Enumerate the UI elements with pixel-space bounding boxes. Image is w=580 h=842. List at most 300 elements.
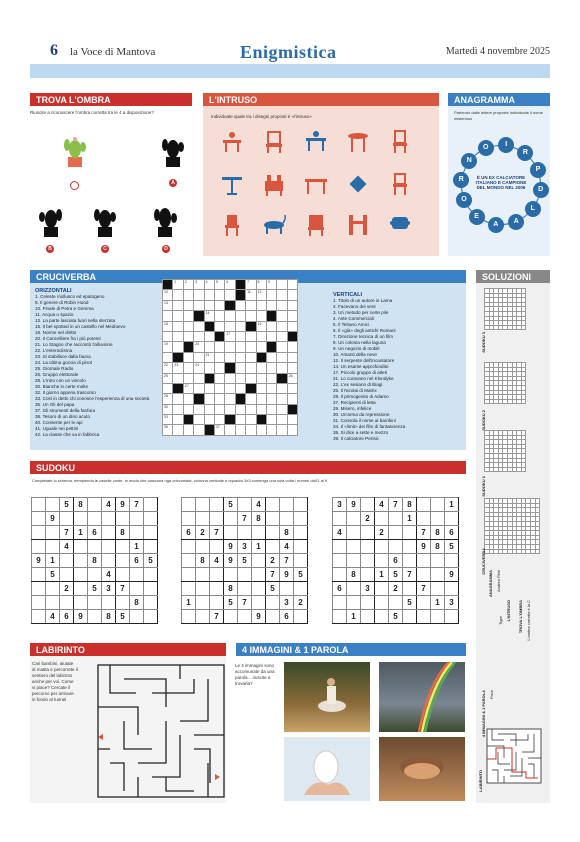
crossword-cell[interactable] — [235, 425, 245, 435]
sudoku-cell[interactable] — [88, 610, 102, 624]
crossword-cell[interactable]: 8 — [256, 280, 266, 290]
sudoku-cell[interactable] — [32, 610, 46, 624]
sudoku-cell[interactable] — [347, 512, 361, 526]
sudoku-cell[interactable] — [347, 582, 361, 596]
sudoku-cell[interactable] — [280, 582, 294, 596]
sudoku-cell[interactable]: 7 — [417, 526, 431, 540]
sudoku-cell[interactable]: 5 — [60, 498, 74, 512]
crossword-cell[interactable] — [173, 394, 183, 404]
crossword-cell[interactable] — [214, 352, 224, 362]
sudoku-cell[interactable]: 5 — [224, 596, 238, 610]
crossword-cell[interactable]: 9 — [266, 280, 276, 290]
sudoku-cell[interactable] — [389, 512, 403, 526]
sudoku-cell[interactable] — [266, 610, 280, 624]
answer-circle[interactable] — [70, 181, 79, 190]
crossword-cell[interactable] — [204, 363, 214, 373]
crossword-cell[interactable] — [183, 352, 193, 362]
crossword-cell[interactable] — [183, 300, 193, 310]
sudoku-cell[interactable]: 4 — [252, 498, 266, 512]
sudoku-cell[interactable] — [361, 526, 375, 540]
sudoku-cell[interactable]: 9 — [417, 540, 431, 554]
crossword-cell[interactable] — [277, 280, 287, 290]
crossword-cell[interactable] — [277, 383, 287, 393]
sudoku-cell[interactable]: 1 — [375, 568, 389, 582]
crossword-cell[interactable] — [235, 363, 245, 373]
sudoku-cell[interactable] — [417, 498, 431, 512]
sudoku-cell[interactable] — [224, 610, 238, 624]
sudoku-cell[interactable]: 2 — [389, 582, 403, 596]
crossword-cell[interactable] — [183, 363, 193, 373]
sudoku-cell[interactable] — [144, 568, 158, 582]
crossword-cell[interactable] — [204, 404, 214, 414]
sudoku-cell[interactable] — [347, 526, 361, 540]
crossword-cell[interactable] — [214, 311, 224, 321]
crossword-cell[interactable] — [277, 394, 287, 404]
sudoku-cell[interactable]: 9 — [46, 512, 60, 526]
crossword-cell[interactable]: 11 — [246, 290, 256, 300]
crossword-cell[interactable] — [173, 373, 183, 383]
sudoku-cell[interactable] — [102, 540, 116, 554]
crossword-cell[interactable] — [225, 342, 235, 352]
sudoku-cell[interactable] — [361, 596, 375, 610]
crossword-grid[interactable] — [162, 279, 298, 436]
sudoku-cell[interactable] — [333, 512, 347, 526]
sudoku-cell[interactable] — [182, 512, 196, 526]
sudoku-cell[interactable]: 8 — [102, 610, 116, 624]
sudoku-cell[interactable] — [403, 554, 417, 568]
sudoku-cell[interactable] — [333, 610, 347, 624]
sudoku-cell[interactable] — [238, 498, 252, 512]
crossword-cell[interactable] — [277, 300, 287, 310]
sudoku-cell[interactable]: 7 — [210, 526, 224, 540]
sudoku-cell[interactable]: 9 — [224, 540, 238, 554]
crossword-cell[interactable] — [256, 342, 266, 352]
sudoku-cell[interactable] — [431, 610, 445, 624]
crossword-cell[interactable] — [246, 363, 256, 373]
crossword-cell[interactable] — [225, 383, 235, 393]
sudoku-cell[interactable]: 5 — [389, 568, 403, 582]
sudoku-cell[interactable] — [252, 596, 266, 610]
sudoku-cell[interactable] — [116, 568, 130, 582]
crossword-cell[interactable] — [214, 342, 224, 352]
sudoku-cell[interactable] — [130, 610, 144, 624]
sudoku-cell[interactable]: 7 — [130, 498, 144, 512]
crossword-cell[interactable] — [225, 425, 235, 435]
sudoku-cell[interactable] — [88, 512, 102, 526]
sudoku-cell[interactable]: 4 — [210, 554, 224, 568]
sudoku-cell[interactable] — [196, 610, 210, 624]
sudoku-cell[interactable] — [74, 554, 88, 568]
sudoku-cell[interactable] — [32, 526, 46, 540]
crossword-cell[interactable] — [214, 321, 224, 331]
sudoku-cell[interactable]: 3 — [361, 582, 375, 596]
sudoku-cell[interactable] — [431, 554, 445, 568]
crossword-cell[interactable] — [235, 383, 245, 393]
crossword-cell[interactable] — [266, 352, 276, 362]
sudoku-cell[interactable] — [252, 582, 266, 596]
crossword-cell[interactable]: 15 — [163, 321, 173, 331]
crossword-cell[interactable] — [163, 311, 173, 321]
crossword-cell[interactable] — [287, 300, 297, 310]
crossword-cell[interactable]: 28 — [163, 394, 173, 404]
sudoku-cell[interactable] — [46, 526, 60, 540]
sudoku-cell[interactable] — [224, 568, 238, 582]
crossword-cell[interactable] — [277, 404, 287, 414]
crossword-cell[interactable] — [194, 383, 204, 393]
sudoku-cell[interactable] — [32, 498, 46, 512]
sudoku-cell[interactable]: 8 — [347, 568, 361, 582]
sudoku-cell[interactable]: 8 — [116, 526, 130, 540]
crossword-cell[interactable] — [214, 383, 224, 393]
sudoku-cell[interactable]: 4 — [60, 540, 74, 554]
sudoku-cell[interactable]: 6 — [182, 526, 196, 540]
chair-4-icon[interactable] — [219, 211, 245, 237]
sudoku-cell[interactable] — [60, 568, 74, 582]
crossword-cell[interactable] — [204, 331, 214, 341]
crossword-cell[interactable] — [173, 290, 183, 300]
crossword-cell[interactable]: 22 — [163, 363, 173, 373]
sudoku-cell[interactable]: 9 — [74, 610, 88, 624]
sudoku-cell[interactable] — [74, 582, 88, 596]
chair-5-icon[interactable] — [303, 211, 329, 237]
sudoku-cell[interactable] — [102, 512, 116, 526]
maze-image[interactable] — [96, 663, 226, 799]
sudoku-cell[interactable] — [403, 610, 417, 624]
sudoku-cell[interactable]: 5 — [88, 582, 102, 596]
sudoku-cell[interactable]: 4 — [46, 610, 60, 624]
sudoku-cell[interactable] — [130, 512, 144, 526]
crossword-cell[interactable] — [173, 331, 183, 341]
sudoku-cell[interactable] — [294, 582, 308, 596]
crossword-cell[interactable]: 6 — [225, 280, 235, 290]
sudoku-cell[interactable]: 8 — [224, 582, 238, 596]
sudoku-cell[interactable] — [144, 512, 158, 526]
sudoku-cell[interactable] — [361, 540, 375, 554]
crossword-cell[interactable] — [277, 311, 287, 321]
sudoku-cell[interactable]: 5 — [46, 568, 60, 582]
sudoku-cell[interactable] — [361, 554, 375, 568]
sudoku-cell[interactable] — [144, 596, 158, 610]
sudoku-cell[interactable] — [375, 582, 389, 596]
crossword-cell[interactable] — [277, 342, 287, 352]
crossword-cell[interactable] — [194, 321, 204, 331]
sudoku-cell[interactable] — [196, 540, 210, 554]
crossword-cell[interactable] — [277, 352, 287, 362]
crossword-cell[interactable] — [256, 373, 266, 383]
sudoku-cell[interactable] — [210, 582, 224, 596]
crossword-cell[interactable] — [214, 404, 224, 414]
sudoku-cell[interactable]: 5 — [224, 498, 238, 512]
sudoku-cell[interactable]: 8 — [431, 540, 445, 554]
sudoku-cell[interactable] — [144, 540, 158, 554]
sudoku-cell[interactable] — [210, 540, 224, 554]
crossword-cell[interactable] — [256, 394, 266, 404]
sudoku-cell[interactable] — [210, 512, 224, 526]
sudoku-cell[interactable] — [238, 568, 252, 582]
sudoku-cell[interactable]: 9 — [116, 498, 130, 512]
sudoku-cell[interactable] — [389, 526, 403, 540]
sudoku-cell[interactable] — [403, 582, 417, 596]
sudoku-cell[interactable]: 9 — [32, 554, 46, 568]
sudoku-cell[interactable] — [445, 582, 459, 596]
crossword-cell[interactable] — [256, 311, 266, 321]
sudoku-cell[interactable]: 8 — [196, 554, 210, 568]
bistro-table-icon[interactable] — [219, 171, 245, 197]
sudoku-cell[interactable]: 7 — [116, 582, 130, 596]
crossword-cell[interactable] — [173, 404, 183, 414]
crossword-cell[interactable] — [256, 404, 266, 414]
crossword-cell[interactable] — [256, 383, 266, 393]
sudoku-cell[interactable] — [445, 554, 459, 568]
crossword-cell[interactable] — [277, 321, 287, 331]
sudoku-cell[interactable]: 5 — [238, 554, 252, 568]
sudoku-cell[interactable]: 2 — [60, 582, 74, 596]
sudoku-cell[interactable] — [32, 540, 46, 554]
crossword-cell[interactable]: 26 — [287, 373, 297, 383]
sudoku-cell[interactable]: 8 — [88, 554, 102, 568]
crossword-cell[interactable] — [266, 331, 276, 341]
sudoku-cell[interactable]: 5 — [294, 568, 308, 582]
crossword-cell[interactable] — [214, 394, 224, 404]
crossword-cell[interactable] — [163, 383, 173, 393]
crossword-cell[interactable] — [183, 373, 193, 383]
sudoku-cell[interactable]: 7 — [210, 610, 224, 624]
crossword-cell[interactable] — [204, 300, 214, 310]
sudoku-cell[interactable] — [445, 512, 459, 526]
crossword-cell[interactable] — [173, 425, 183, 435]
sudoku-cell[interactable]: 2 — [294, 596, 308, 610]
crossword-cell[interactable] — [246, 311, 256, 321]
sudoku-cell[interactable] — [266, 512, 280, 526]
sudoku-cell[interactable] — [280, 498, 294, 512]
sudoku-cell[interactable]: 5 — [266, 582, 280, 596]
dresser-icon[interactable] — [345, 211, 371, 237]
crossword-cell[interactable] — [183, 394, 193, 404]
sudoku-cell[interactable] — [196, 596, 210, 610]
crossword-cell[interactable] — [266, 415, 276, 425]
sudoku-cell[interactable] — [431, 568, 445, 582]
crossword-cell[interactable] — [256, 363, 266, 373]
crossword-cell[interactable] — [246, 425, 256, 435]
sudoku-cell[interactable]: 2 — [375, 526, 389, 540]
crossword-cell[interactable] — [194, 290, 204, 300]
armchair-icon[interactable] — [261, 171, 287, 197]
crossword-cell[interactable] — [214, 373, 224, 383]
crossword-cell[interactable] — [173, 342, 183, 352]
sudoku-cell[interactable] — [116, 554, 130, 568]
sudoku-cell[interactable]: 6 — [333, 582, 347, 596]
sudoku-grid-3[interactable] — [332, 497, 459, 624]
crossword-cell[interactable] — [183, 311, 193, 321]
crossword-cell[interactable]: 30 — [163, 404, 173, 414]
sudoku-cell[interactable] — [266, 498, 280, 512]
sudoku-cell[interactable] — [252, 554, 266, 568]
crossword-cell[interactable] — [214, 300, 224, 310]
sudoku-cell[interactable]: 4 — [102, 498, 116, 512]
crossword-cell[interactable] — [225, 404, 235, 414]
crossword-cell[interactable] — [235, 321, 245, 331]
sudoku-cell[interactable] — [182, 498, 196, 512]
sudoku-cell[interactable] — [431, 512, 445, 526]
sudoku-cell[interactable]: 8 — [403, 498, 417, 512]
sudoku-cell[interactable] — [252, 568, 266, 582]
crossword-cell[interactable] — [183, 425, 193, 435]
crossword-cell[interactable] — [277, 290, 287, 300]
crossword-cell[interactable]: 16 — [256, 321, 266, 331]
sudoku-cell[interactable] — [196, 512, 210, 526]
sudoku-cell[interactable]: 4 — [333, 526, 347, 540]
crossword-cell[interactable] — [266, 363, 276, 373]
sudoku-cell[interactable]: 7 — [403, 568, 417, 582]
crossword-cell[interactable] — [183, 331, 193, 341]
sudoku-cell[interactable] — [375, 596, 389, 610]
crossword-cell[interactable] — [246, 352, 256, 362]
crossword-cell[interactable] — [287, 280, 297, 290]
crossword-cell[interactable] — [225, 373, 235, 383]
crossword-cell[interactable] — [235, 352, 245, 362]
sudoku-cell[interactable] — [280, 512, 294, 526]
chair-icon[interactable] — [261, 128, 287, 154]
sudoku-cell[interactable] — [210, 596, 224, 610]
crossword-cell[interactable]: 35 — [163, 425, 173, 435]
crossword-cell[interactable] — [194, 404, 204, 414]
chair-3-icon[interactable] — [387, 171, 413, 197]
sudoku-cell[interactable] — [238, 582, 252, 596]
crossword-cell[interactable] — [266, 321, 276, 331]
sudoku-cell[interactable]: 1 — [347, 610, 361, 624]
crossword-cell[interactable] — [235, 311, 245, 321]
crossword-cell[interactable] — [266, 425, 276, 435]
crossword-cell[interactable] — [277, 415, 287, 425]
square-table-icon[interactable] — [345, 171, 371, 197]
sudoku-cell[interactable] — [403, 540, 417, 554]
crossword-cell[interactable] — [173, 415, 183, 425]
sudoku-cell[interactable] — [182, 582, 196, 596]
sudoku-cell[interactable] — [210, 498, 224, 512]
sudoku-cell[interactable]: 8 — [280, 526, 294, 540]
crossword-cell[interactable] — [266, 394, 276, 404]
sudoku-cell[interactable]: 6 — [445, 526, 459, 540]
sudoku-cell[interactable]: 3 — [333, 498, 347, 512]
crossword-cell[interactable] — [194, 300, 204, 310]
sudoku-cell[interactable] — [116, 512, 130, 526]
sudoku-cell[interactable]: 6 — [280, 610, 294, 624]
sudoku-cell[interactable]: 3 — [280, 596, 294, 610]
sudoku-cell[interactable]: 2 — [196, 526, 210, 540]
sudoku-cell[interactable]: 9 — [280, 568, 294, 582]
crossword-cell[interactable] — [225, 352, 235, 362]
sudoku-cell[interactable] — [74, 568, 88, 582]
sudoku-cell[interactable]: 5 — [389, 610, 403, 624]
crossword-cell[interactable]: 33 — [163, 415, 173, 425]
sudoku-cell[interactable] — [375, 610, 389, 624]
sudoku-cell[interactable] — [196, 498, 210, 512]
sudoku-cell[interactable]: 5 — [144, 554, 158, 568]
sudoku-cell[interactable] — [347, 596, 361, 610]
sudoku-cell[interactable]: 6 — [389, 554, 403, 568]
sudoku-cell[interactable] — [32, 582, 46, 596]
crossword-cell[interactable] — [235, 373, 245, 383]
crossword-cell[interactable]: 17 — [225, 331, 235, 341]
sudoku-cell[interactable]: 1 — [403, 512, 417, 526]
sudoku-cell[interactable]: 1 — [252, 540, 266, 554]
sudoku-cell[interactable]: 7 — [417, 582, 431, 596]
sudoku-cell[interactable] — [333, 596, 347, 610]
sudoku-cell[interactable]: 5 — [403, 596, 417, 610]
crossword-cell[interactable] — [277, 331, 287, 341]
crossword-cell[interactable] — [287, 415, 297, 425]
sudoku-cell[interactable] — [116, 540, 130, 554]
sudoku-cell[interactable] — [116, 596, 130, 610]
crossword-cell[interactable] — [235, 415, 245, 425]
crossword-cell[interactable] — [287, 311, 297, 321]
crossword-cell[interactable] — [194, 331, 204, 341]
crossword-cell[interactable] — [225, 290, 235, 300]
sudoku-cell[interactable] — [347, 540, 361, 554]
sudoku-cell[interactable]: 2 — [361, 512, 375, 526]
sudoku-cell[interactable] — [224, 512, 238, 526]
sudoku-cell[interactable] — [445, 610, 459, 624]
sudoku-cell[interactable] — [417, 512, 431, 526]
sudoku-cell[interactable] — [266, 526, 280, 540]
crossword-cell[interactable]: 25 — [163, 373, 173, 383]
sudoku-cell[interactable] — [417, 554, 431, 568]
sudoku-cell[interactable]: 7 — [266, 568, 280, 582]
crossword-cell[interactable]: 37 — [214, 425, 224, 435]
sudoku-cell[interactable]: 9 — [224, 554, 238, 568]
crossword-cell[interactable] — [246, 331, 256, 341]
sudoku-cell[interactable] — [60, 554, 74, 568]
sudoku-cell[interactable]: 1 — [445, 498, 459, 512]
crossword-cell[interactable] — [287, 383, 297, 393]
bench-table-icon[interactable] — [303, 171, 329, 197]
sudoku-cell[interactable]: 1 — [130, 540, 144, 554]
crossword-cell[interactable]: 5 — [214, 280, 224, 290]
crossword-cell[interactable] — [235, 331, 245, 341]
crossword-cell[interactable]: 21 — [204, 352, 214, 362]
crossword-cell[interactable] — [194, 415, 204, 425]
crossword-cell[interactable] — [256, 300, 266, 310]
sudoku-grid-1[interactable] — [31, 497, 158, 624]
crossword-cell[interactable] — [163, 331, 173, 341]
sudoku-cell[interactable] — [60, 512, 74, 526]
sudoku-cell[interactable] — [294, 554, 308, 568]
sudoku-cell[interactable] — [182, 554, 196, 568]
sudoku-cell[interactable]: 5 — [116, 610, 130, 624]
crossword-cell[interactable] — [204, 383, 214, 393]
crossword-cell[interactable]: 24 — [194, 363, 204, 373]
crossword-cell[interactable] — [183, 290, 193, 300]
sudoku-cell[interactable] — [294, 512, 308, 526]
crossword-cell[interactable] — [256, 331, 266, 341]
sudoku-cell[interactable] — [389, 540, 403, 554]
round-table-icon[interactable] — [345, 128, 371, 154]
chair-2-icon[interactable] — [387, 128, 413, 154]
sudoku-cell[interactable] — [266, 540, 280, 554]
crossword-cell[interactable] — [173, 311, 183, 321]
sudoku-cell[interactable] — [294, 610, 308, 624]
sudoku-cell[interactable] — [333, 540, 347, 554]
sudoku-cell[interactable] — [130, 568, 144, 582]
crossword-cell[interactable] — [287, 342, 297, 352]
crossword-cell[interactable]: 4 — [204, 280, 214, 290]
crossword-cell[interactable] — [225, 311, 235, 321]
crossword-cell[interactable] — [183, 404, 193, 414]
sudoku-cell[interactable] — [32, 512, 46, 526]
crossword-cell[interactable] — [235, 342, 245, 352]
crossword-cell[interactable] — [287, 425, 297, 435]
sudoku-cell[interactable] — [431, 498, 445, 512]
